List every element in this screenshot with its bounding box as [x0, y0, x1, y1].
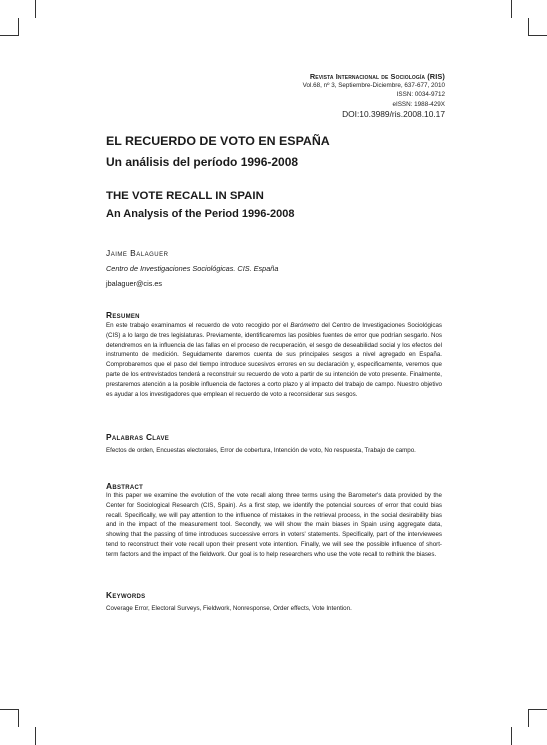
- crop-mark: [0, 709, 18, 710]
- english-title: THE VOTE RECALL IN SPAIN: [106, 190, 264, 202]
- english-subtitle: An Analysis of the Period 1996-2008: [106, 208, 295, 220]
- journal-doi: DOI:10.3989/ris.2008.10.17: [342, 108, 445, 119]
- crop-mark: [529, 35, 547, 36]
- journal-header: [300, 72, 445, 119]
- barometro-italic: Barómetro: [290, 322, 320, 329]
- keywords-text: Coverage Error, Electoral Surveys, Fieldwork, Nonresponse, Order effects, Vote Intention.: [106, 605, 352, 612]
- keywords-heading: Keywords: [106, 590, 146, 600]
- crop-mark: [18, 709, 19, 727]
- spanish-title: EL RECUERDO DE VOTO EN ESPAÑA: [106, 134, 330, 148]
- crop-mark: [35, 0, 36, 18]
- crop-mark: [511, 0, 512, 18]
- crop-mark: [511, 727, 512, 745]
- journal-eissn: eISSN: 1988-429X: [392, 100, 445, 108]
- journal-volume: Vol.68, nº 3, Septiembre-Diciembre, 637-677, 2010: [302, 82, 445, 90]
- palabras-clave-text: Efectos de orden, Encuestas electorales, Error de cobertura, Intención de voto, No respuesta, Trabajo de campo.: [106, 447, 416, 454]
- author-email[interactable]: jbalaguer@cis.es: [106, 279, 163, 288]
- abstract-text: In this paper we examine the evolution of the vote recall along three terms using the Barometer's data provided by the Center for Sociological Research (CIS, Spain). As a first step, we identify the potencial sources of error that could bias recall. Specifically, we will pay attention to the influence of mistakes in the retrieval process, in the social desirability bias and in the impact of the measurement tool. Secondly, we will show the main biases in Spain using aggregate data, showing that the passing of time introduces successive errors in voters' statements. Specifically, part of the interviewees tend to reconstruct their vote recall upon their present vote intention. Finally, we will see the possible influence of short-term factors and the impact of the fieldwork. Our goal is to help researchers who use the vote recall to rethink the biases.: [106, 492, 442, 558]
- author-name: Jaime Balaguer: [106, 248, 169, 258]
- journal-issn: ISSN: 0034-9712: [396, 91, 445, 99]
- journal-name: Revista Internacional de Sociología (RIS): [309, 72, 445, 81]
- crop-mark: [528, 709, 529, 727]
- crop-mark: [35, 727, 36, 745]
- crop-mark: [528, 18, 529, 36]
- resumen-text: En este trabajo examinamos el recuerdo de voto recogido por el Barómetro del Centro de Investigaciones Sociológicas (CIS) a lo largo de tres legislaturas. Previamente, identificaremos las posibles fuentes de error que podrían sesgarlo. Nos detendremos en la influencia de las fallas en el proceso de recuperación, el sesgo de deseabilidad social y los efectos del instrumento de medición. Seguidamente daremos cuenta de sus principales sesgos a nivel agregado en España. Comprobaremos que el paso del tiempo introduce sucesivos errores en su declaración y, especificamente, veremos que parte de los entrevistados tenderá a reconstruir su recuerdo de voto a partir de su intención de voto presente. Finalmente, prestaremos atención a la posible influencia de factores a corto plazo y al impacto del trabajo de campo. Nuestro objetivo es ayudar a los investigadores que emplean el recuerdo de voto a reconsiderar sus sesgos.: [106, 322, 442, 398]
- crop-mark: [18, 18, 19, 36]
- spanish-subtitle: Un análisis del período 1996-2008: [106, 155, 299, 169]
- abstract-heading: Abstract: [106, 481, 144, 491]
- author-affiliation: Centro de Investigaciones Sociológicas. CIS. España: [106, 264, 279, 273]
- resumen-heading: Resumen: [106, 310, 140, 320]
- palabras-clave-heading: Palabras Clave: [106, 432, 170, 442]
- crop-mark: [0, 35, 18, 36]
- crop-mark: [529, 709, 547, 710]
